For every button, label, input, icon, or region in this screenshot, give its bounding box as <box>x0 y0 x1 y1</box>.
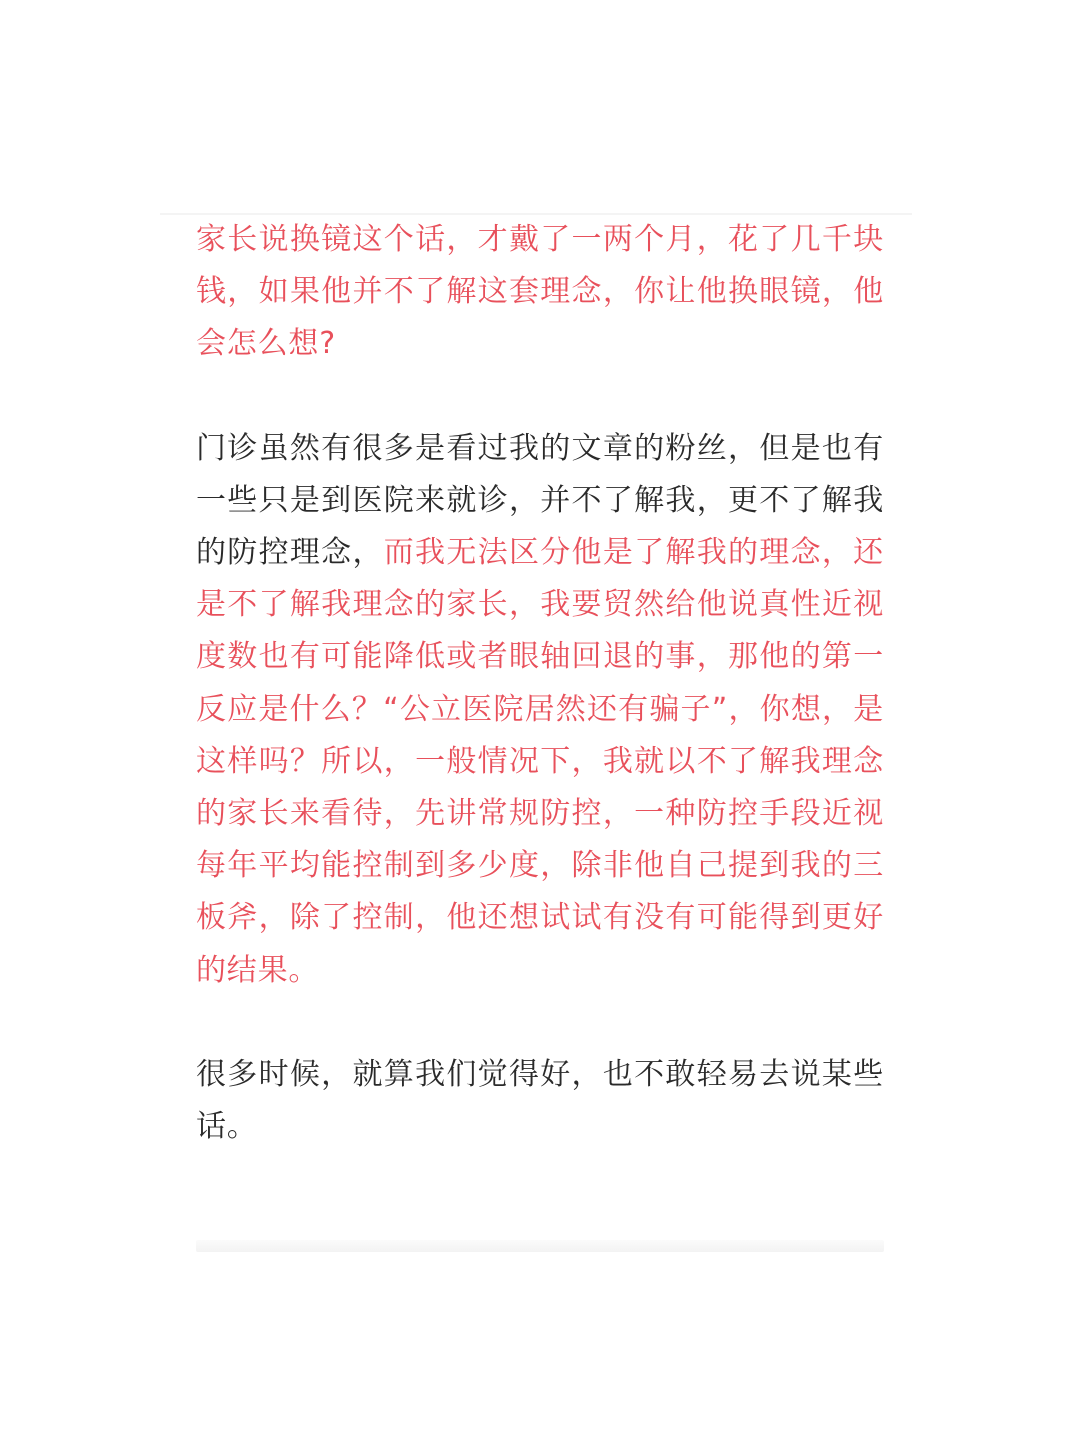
highlight-text: 而我无法区分他是了解我的理念，还是不了解我理念的家长，我要贸然给他说真性近视度数也有可能降低或者眼轴回退的事，那他的第一反应是什么？“公立医院居然还有骗子”，你想，是这样吗？所以，一般情况下，我就以不了解我理念的家长来看待，先讲常规防控，一种防控手段近视每年平均能控制到多少度，除非他自己提到我的三板斧，除了控制，他还想试试有没有可能得到更好的结果。 <box>196 535 884 988</box>
article-body <box>196 214 884 1153</box>
paragraph-3 <box>196 1049 884 1153</box>
paragraph-1 <box>196 214 884 371</box>
body-text: 门诊虽然有很多是看过我的文章的粉丝，但是也有一些只是到医院来就诊，并不了解我，更不了解我的防控理念， <box>196 430 884 571</box>
body-text: 很多时候，就算我们觉得好，也不敢轻易去说某些话。 <box>196 1056 884 1145</box>
paragraph-2 <box>196 423 884 997</box>
highlight-text: 家长说换镜这个话，才戴了一两个月，花了几千块钱，如果他并不了解这套理念，你让他换眼镜，他会怎么想? <box>196 222 884 362</box>
bottom-divider <box>196 1240 884 1252</box>
